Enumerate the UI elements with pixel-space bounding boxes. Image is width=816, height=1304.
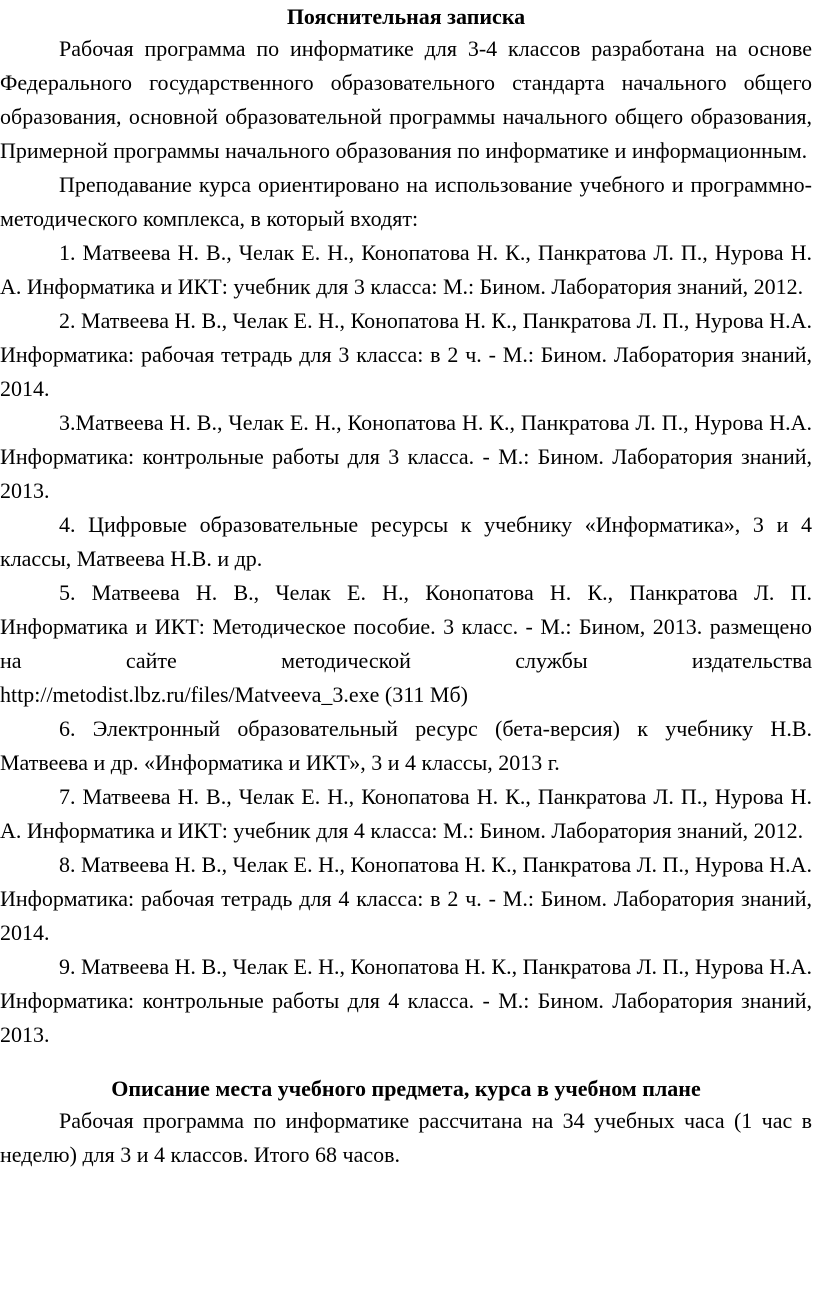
list-item-5 — [0, 576, 812, 712]
page-title: Пояснительная записка — [286, 4, 526, 29]
section-spacer — [0, 1052, 812, 1074]
list-item: 7. Матвеева Н. В., Челак Е. Н., Конопатова Н. К., Панкратова Л. П., Нурова Н. А. Информатика и ИКТ: учебник для 4 класса: М.: Бином. Лаборатория знаний, 2012. — [0, 784, 812, 843]
section-title: Описание места учебного предмета, курса в учебном плане — [111, 1076, 701, 1101]
resource-url: http://metodist.lbz.ru/files/Matveeva_3.exe (311 Мб) — [0, 682, 468, 707]
list-item: 6. Электронный образовательный ресурс (бета-версия) к учебнику Н.В. Матвеева и др. «Информатика и ИКТ», 3 и 4 классы, 2013 г. — [0, 716, 812, 775]
umk-intro-paragraph: Преподавание курса ориентировано на использование учебного и программно-методического комплекса, в который входят: — [0, 172, 812, 231]
list-item-5-text: 5. Матвеева Н. В., Челак Е. Н., Конопатова Н. К., Панкратова Л. П. Информатика и ИКТ: Методическое пособие. 3 класс. - М.: Бином, 2013. размещено на сайте методической службы издательства — [0, 580, 812, 673]
intro-paragraph: Рабочая программа по информатике для 3-4 классов разработана на основе Федерального государственного образовательного стандарта начального общего образования, основной образовательной программы начального общего образования, Примерной программы начального образования по информатике и информационным. — [0, 36, 812, 163]
list-item: 3.Матвеева Н. В., Челак Е. Н., Конопатова Н. К., Панкратова Л. П., Нурова Н.А. Информатика: контрольные работы для 3 класса. - М.: Бином. Лаборатория знаний, 2013. — [0, 410, 812, 503]
list-item: 1. Матвеева Н. В., Челак Е. Н., Конопатова Н. К., Панкратова Л. П., Нурова Н. А. Информатика и ИКТ: учебник для 3 класса: М.: Бином. Лаборатория знаний, 2012. — [0, 240, 812, 299]
list-item: 2. Матвеева Н. В., Челак Е. Н., Конопатова Н. К., Панкратова Л. П., Нурова Н.А. Информатика: рабочая тетрадь для 3 класса: в 2 ч. - М.: Бином. Лаборатория знаний, 2014. — [0, 308, 812, 401]
section-paragraph: Рабочая программа по информатике рассчитана на 34 учебных часа (1 час в неделю) для 3 и 4 классов. Итого 68 часов. — [0, 1108, 812, 1167]
list-item: 9. Матвеева Н. В., Челак Е. Н., Конопатова Н. К., Панкратова Л. П., Нурова Н.А. Информатика: контрольные работы для 4 класса. - М.: Бином. Лаборатория знаний, 2013. — [0, 954, 812, 1047]
list-item: 4. Цифровые образовательные ресурсы к учебнику «Информатика», 3 и 4 классы, Матвеева Н.В. и др. — [0, 512, 812, 571]
document-page — [0, 2, 812, 1172]
list-item: 8. Матвеева Н. В., Челак Е. Н., Конопатова Н. К., Панкратова Л. П., Нурова Н.А. Информатика: рабочая тетрадь для 4 класса: в 2 ч. - М.: Бином. Лаборатория знаний, 2014. — [0, 852, 812, 945]
